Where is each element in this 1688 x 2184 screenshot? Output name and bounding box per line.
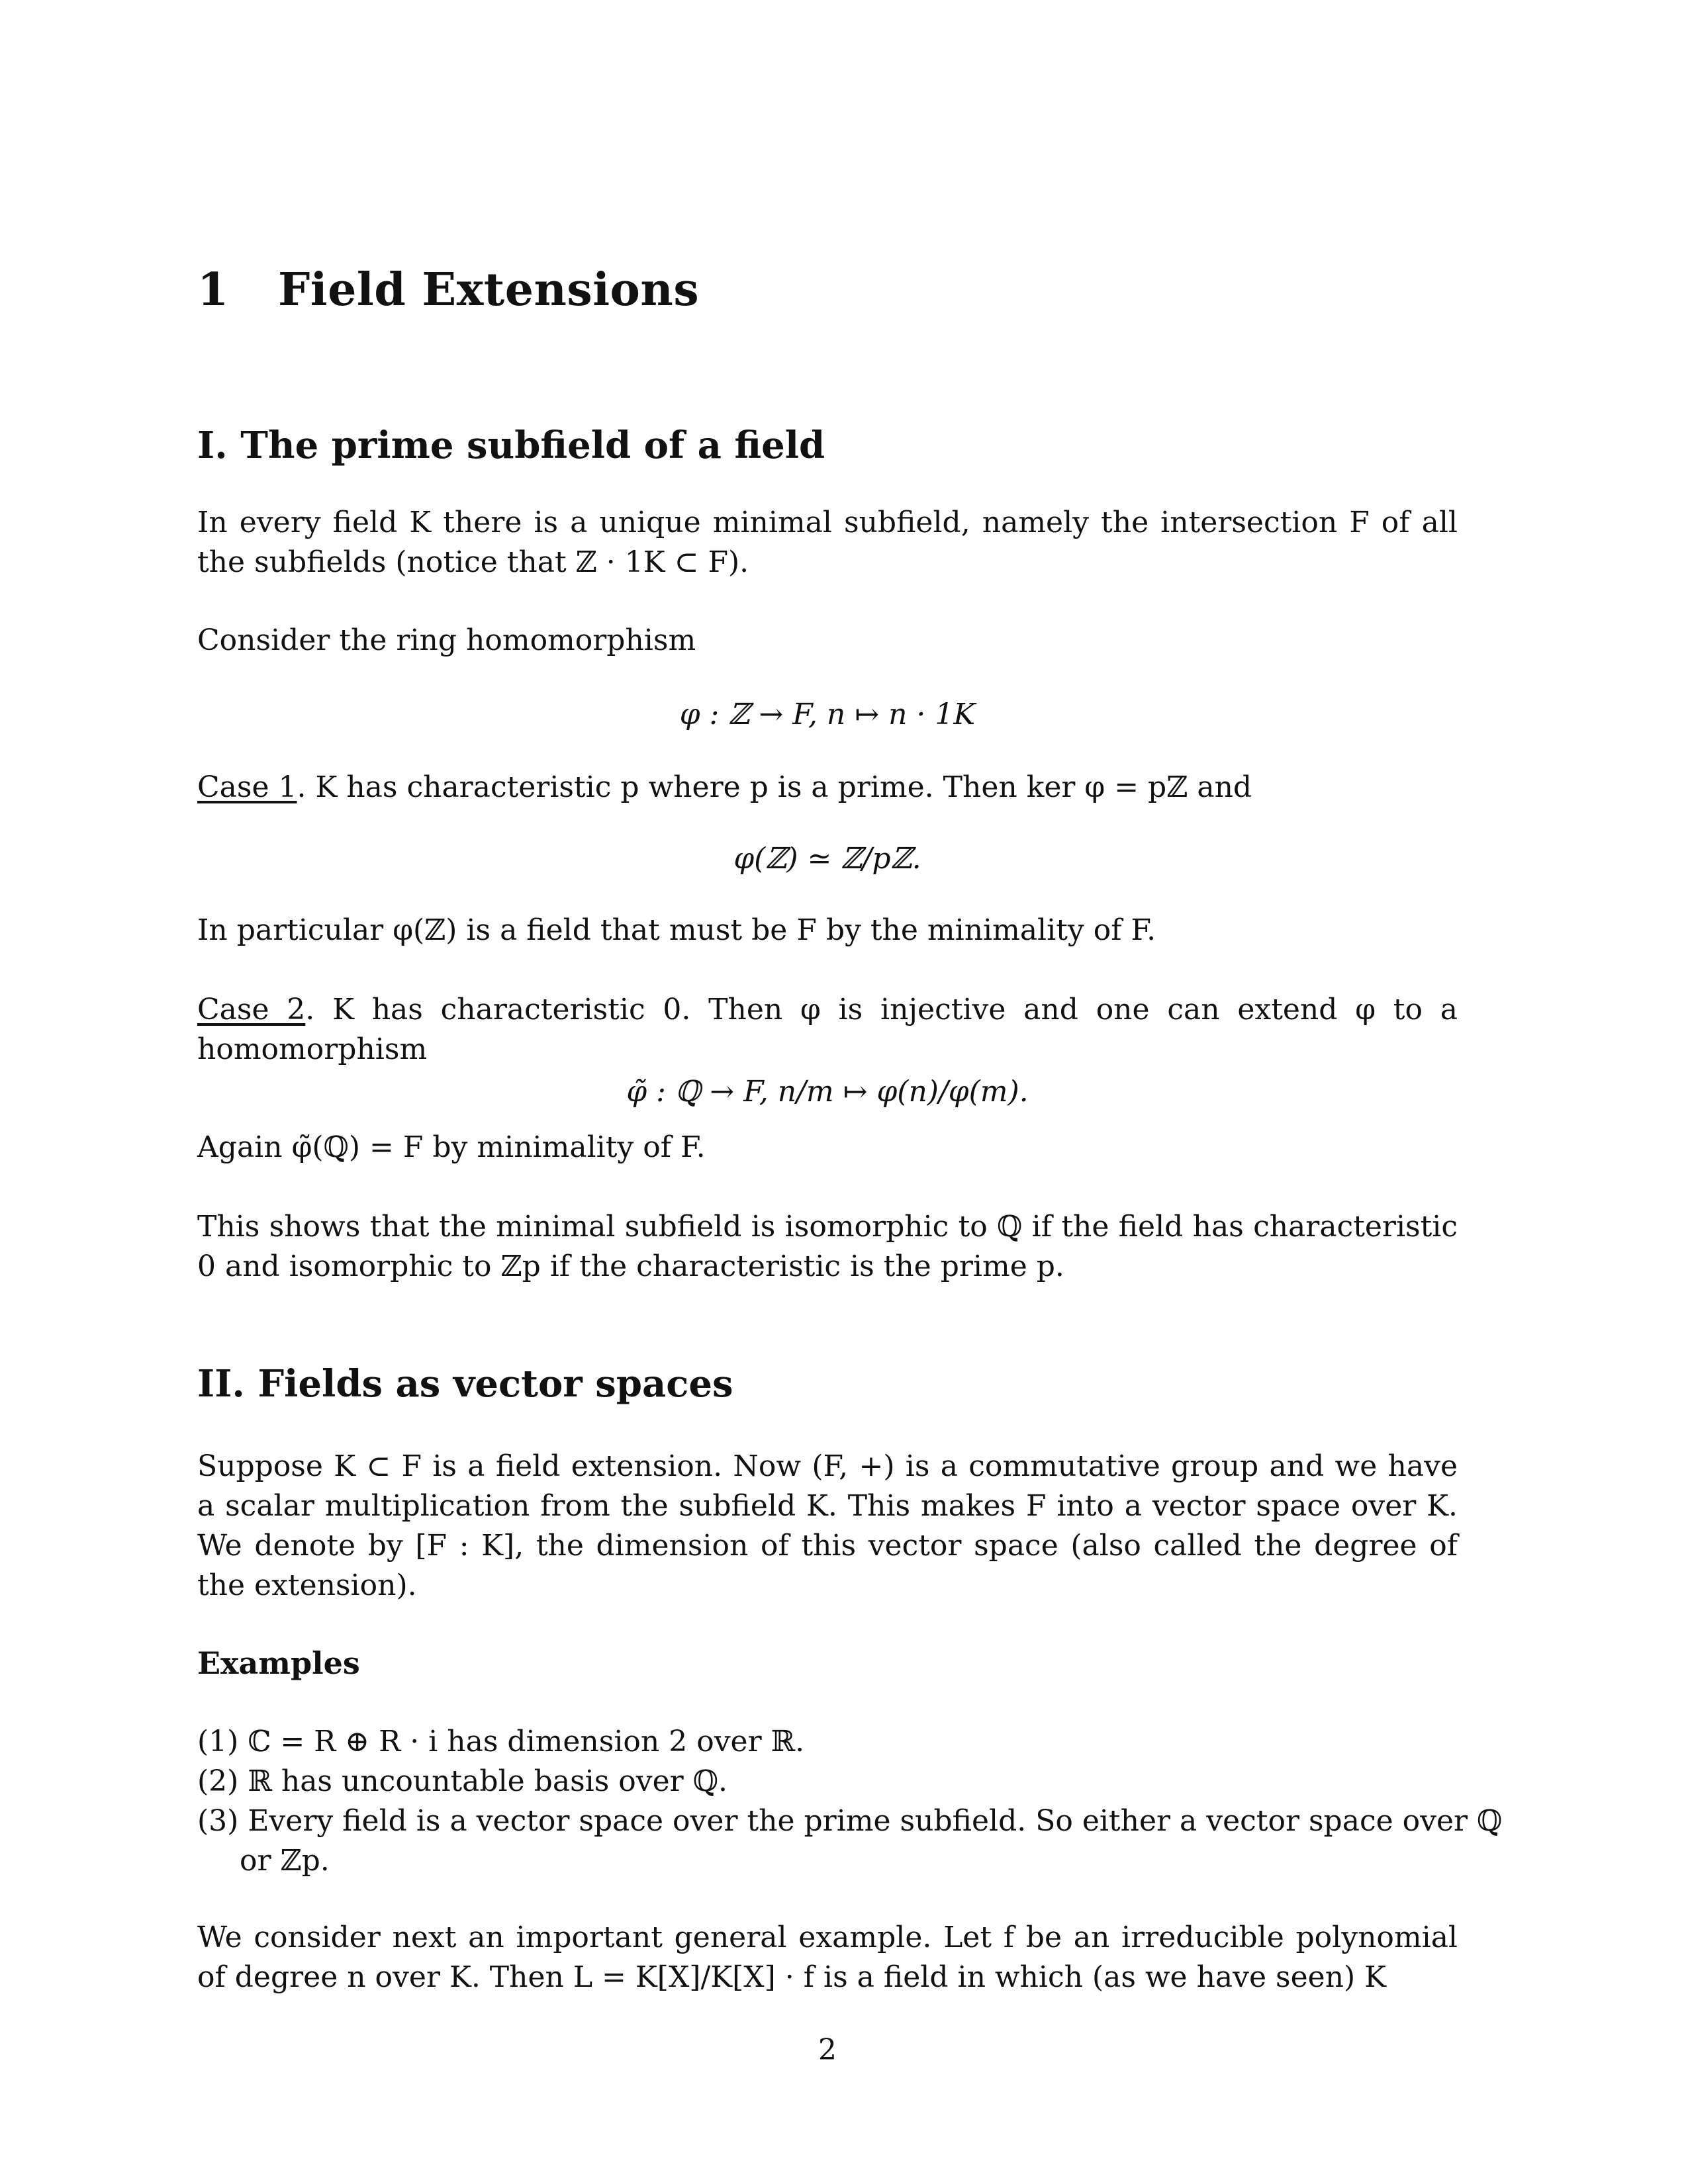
section1-heading: I. The prime subfield of a field — [197, 424, 825, 467]
chapter-title — [197, 263, 699, 316]
examples-heading: Examples — [197, 1645, 360, 1681]
consider-text: Consider the ring homomorphism — [197, 623, 696, 657]
case1-text: . K has characteristic p where p is a prime. Then ker φ = pℤ and — [297, 770, 1252, 804]
case1-formula: φ(ℤ) ≃ ℤ/pℤ. — [733, 842, 921, 876]
case2-label: Case 2 — [197, 993, 306, 1026]
case2-paragraph — [197, 990, 1458, 1069]
example-2: (2) ℝ has uncountable basis over ℚ. — [197, 1764, 728, 1798]
example-1: (1) ℂ = R ⊕ R · i has dimension 2 over ℝ. — [197, 1725, 805, 1758]
example-3-continued: or ℤp. — [240, 1844, 330, 1878]
chapter-title-text: Field Extensions — [278, 263, 700, 316]
case2-text: . K has characteristic 0. Then φ is injective and one can extend φ to a homomorphism — [197, 993, 1458, 1066]
section2-intro: Suppose K ⊂ F is a field extension. Now (F, +) is a commutative group and we have a scalar multiplication from the subfield K. This makes F into a vector space over K. We denote by [F : K], the dimension of this vector space (also called the degree of the extension). — [197, 1449, 1458, 1602]
section1-summary: This shows that the minimal subfield is isomorphic to ℚ if the field has characteristic 0 and isomorphic to ℤp if the characteristic is the prime p. — [197, 1210, 1458, 1283]
case2-formula: φ̃ : ℚ → F, n/m ↦ φ(n)/φ(m). — [626, 1075, 1029, 1109]
case2-conclusion: Again φ̃(ℚ) = F by minimality of F. — [197, 1130, 706, 1164]
homomorphism-formula: φ : ℤ → F, n ↦ n · 1K — [679, 698, 976, 731]
example-3: (3) Every field is a vector space over the prime subfield. So either a vector space over ℚ — [197, 1804, 1503, 1838]
case1-paragraph — [197, 768, 1458, 807]
section2-heading: II. Fields as vector spaces — [197, 1362, 733, 1406]
case1-conclusion: In particular φ(ℤ) is a field that must be F by the minimality of F. — [197, 913, 1156, 947]
page-number: 2 — [818, 2033, 837, 2067]
closing-paragraph: We consider next an important general example. Let f be an irreducible polynomial of degree n over K. Then L = K[X]/K[X] · f is a field in which (as we have seen) K — [197, 1921, 1458, 1994]
document-page — [197, 0, 1503, 2184]
case1-label: Case 1 — [197, 770, 297, 804]
section1-intro: In every field K there is a unique minimal subfield, namely the intersection F of all the subfields (notice that ℤ · 1K ⊂ F). — [197, 506, 1458, 579]
chapter-number: 1 — [197, 263, 229, 316]
